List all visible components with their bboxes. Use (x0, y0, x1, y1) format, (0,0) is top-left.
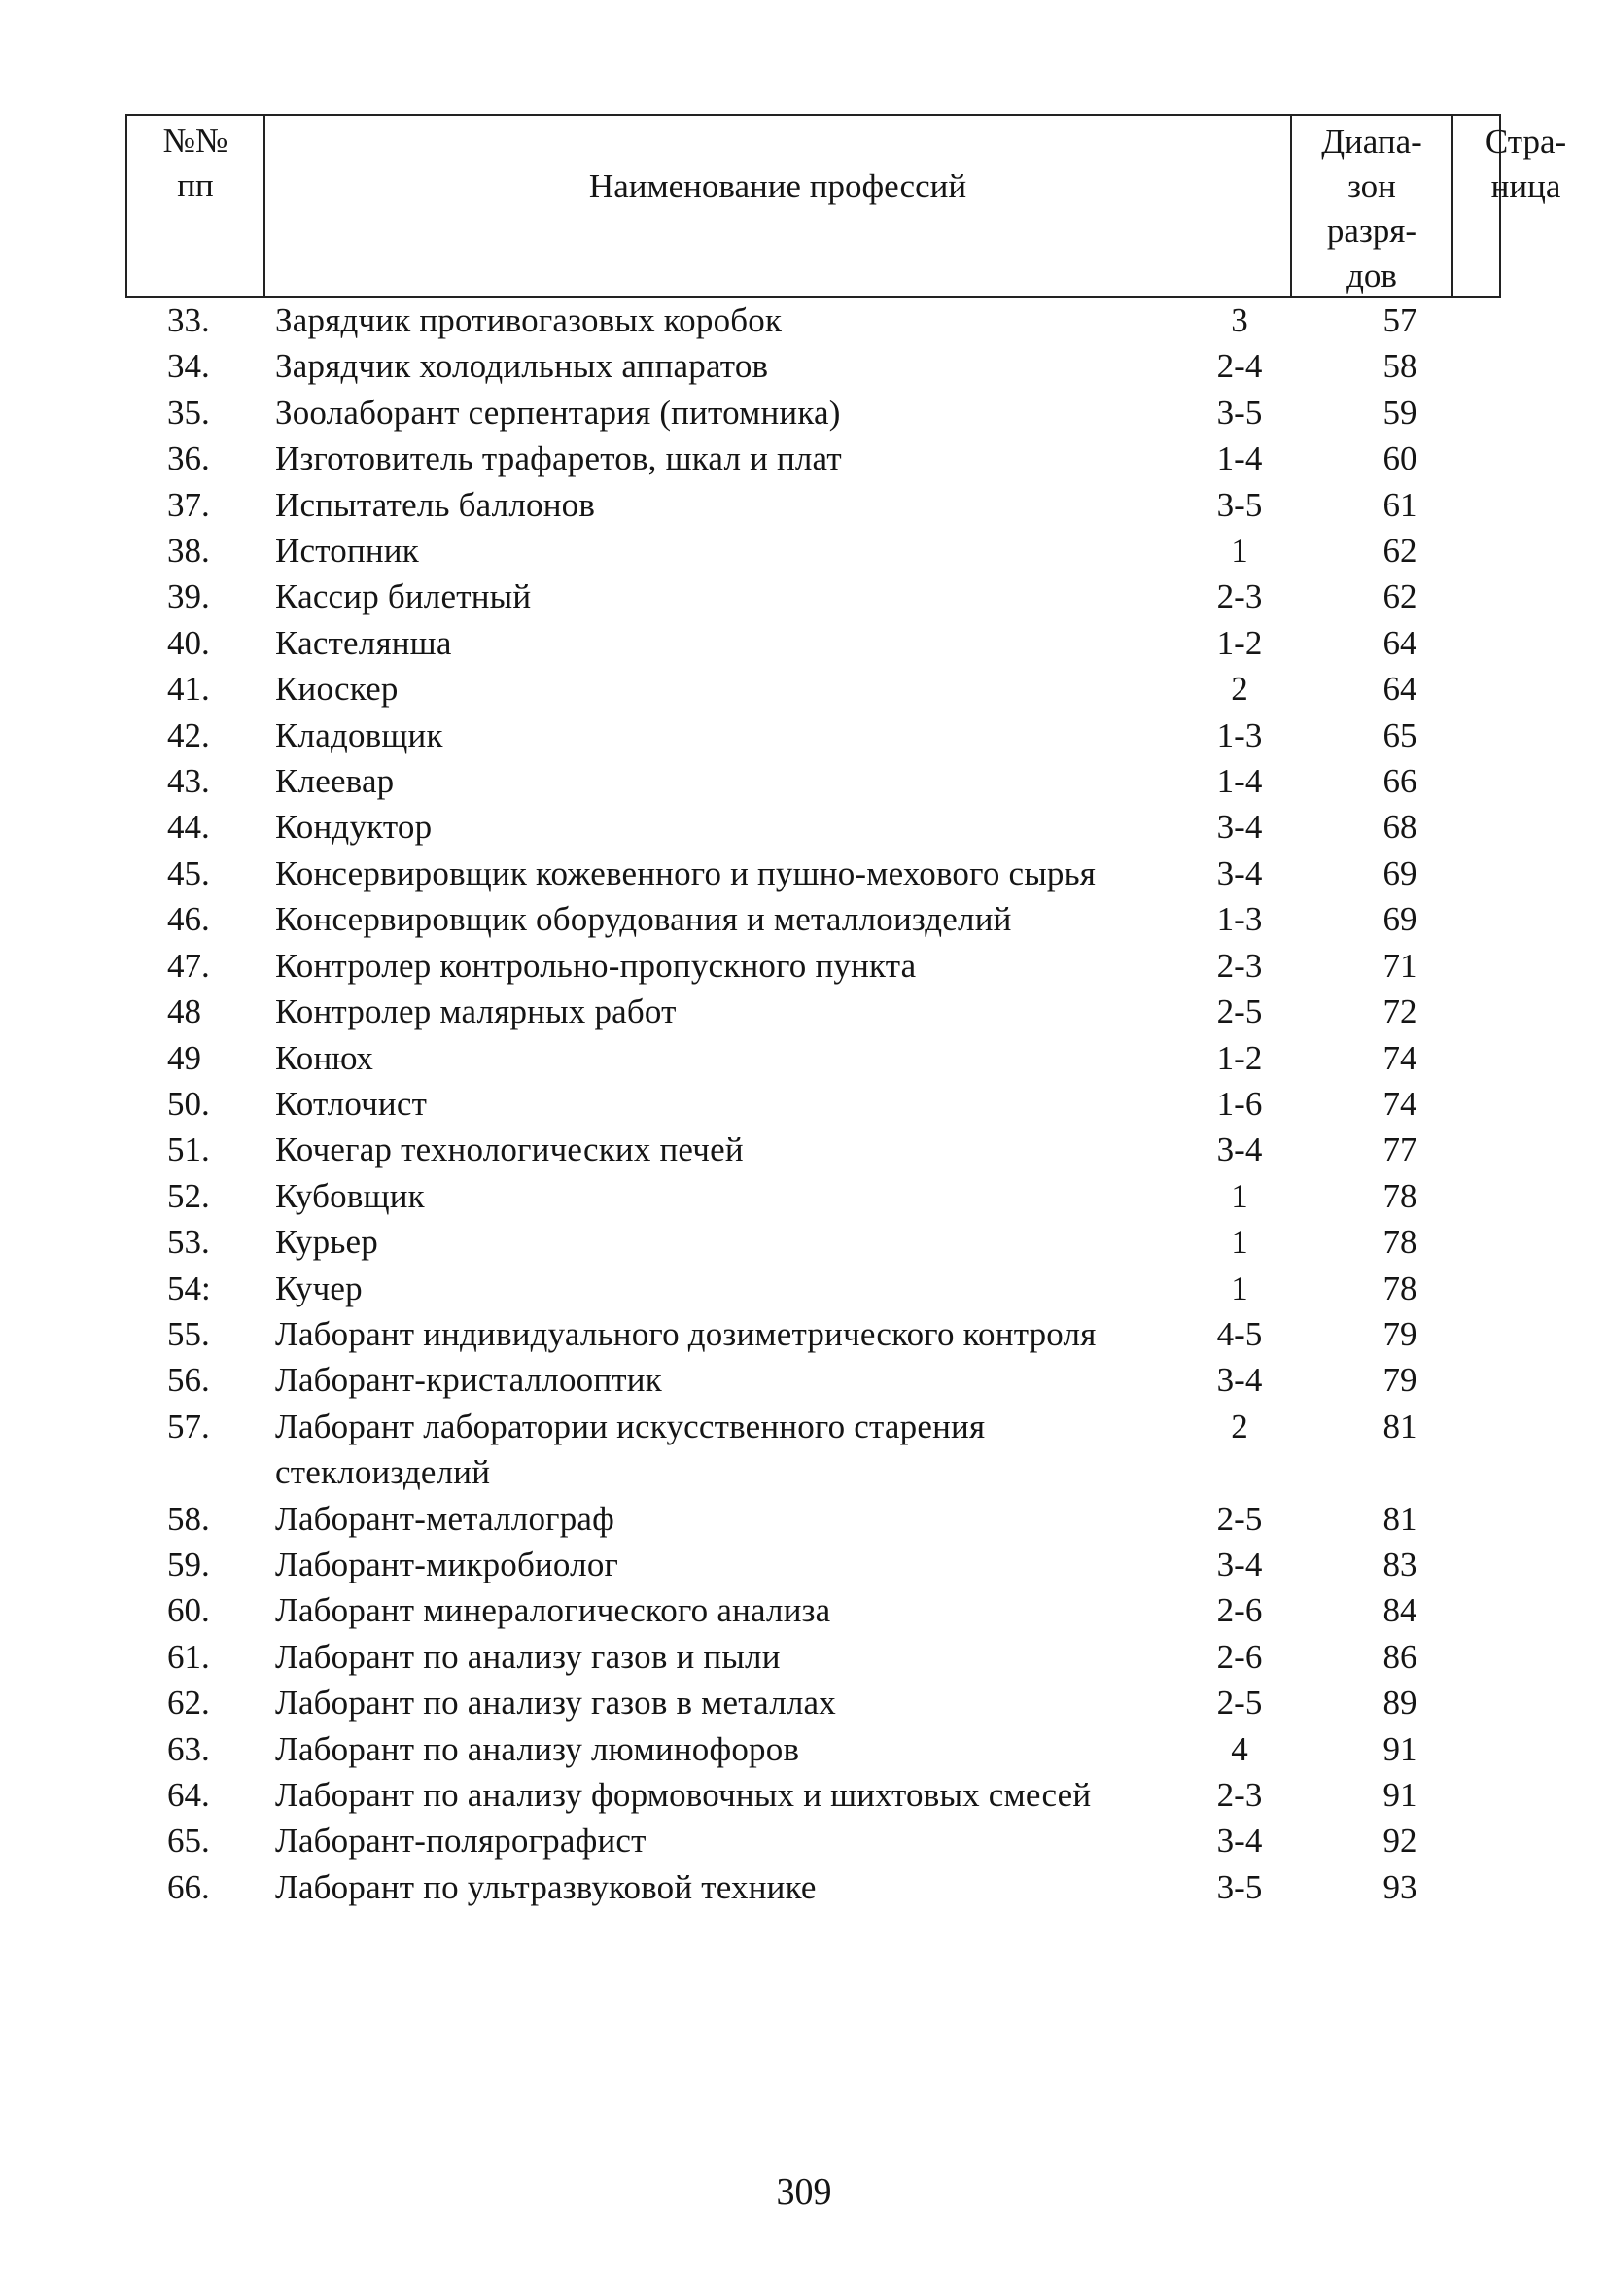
row-number: 43. (167, 762, 210, 801)
table-row (0, 713, 1608, 758)
header-page-label: Стра- ница (1485, 122, 1567, 205)
table-row (0, 943, 1608, 989)
grade-range: 3-5 (1216, 485, 1263, 524)
profession-name: Кастелянша (275, 623, 452, 662)
grade-range: 2-6 (1216, 1637, 1263, 1676)
header-page-cell (1451, 116, 1598, 296)
row-number: 48 (167, 992, 201, 1031)
page-reference: 83 (1382, 1545, 1417, 1583)
table-row (0, 1173, 1608, 1219)
profession-name: Контролер контрольно-пропускного пункта (275, 946, 917, 985)
grade-range: 2-3 (1216, 1776, 1263, 1814)
profession-name: Контролер малярных работ (275, 992, 677, 1031)
grade-range: 3-5 (1216, 393, 1263, 432)
row-number: 63. (167, 1729, 210, 1768)
profession-name: Лаборант по ультразвуковой технике (275, 1867, 817, 1906)
table-row (0, 1864, 1608, 1910)
page-reference: 77 (1382, 1131, 1417, 1169)
page-reference: 92 (1382, 1822, 1417, 1861)
grade-range: 1-4 (1216, 439, 1263, 478)
row-number: 57. (167, 1407, 210, 1445)
table-row (0, 1726, 1608, 1772)
grade-range: 1 (1231, 1176, 1248, 1215)
header-number-cell (127, 116, 263, 296)
page-reference: 60 (1382, 439, 1417, 478)
grade-range: 1-2 (1216, 1038, 1263, 1077)
page-reference: 78 (1382, 1223, 1417, 1262)
profession-name: Зарядчик холодильных аппаратов (275, 347, 769, 386)
profession-name: Лаборант по анализу формовочных и шихтовых смесей (275, 1776, 1092, 1814)
table-row (0, 620, 1608, 666)
row-number: 52. (167, 1176, 210, 1215)
grade-range: 2-4 (1216, 347, 1263, 386)
row-number: 47. (167, 946, 210, 985)
profession-name: Лаборант по анализу газов и пыли (275, 1637, 781, 1676)
table-row (0, 1818, 1608, 1863)
page-reference: 65 (1382, 715, 1417, 754)
row-number: 39. (167, 577, 210, 616)
table-row (0, 435, 1608, 481)
profession-name: Кладовщик (275, 715, 443, 754)
table-row (0, 804, 1608, 850)
page-reference: 81 (1382, 1407, 1417, 1445)
page-reference: 81 (1382, 1499, 1417, 1538)
row-number: 45. (167, 853, 210, 892)
row-number: 55. (167, 1314, 210, 1353)
table-row (0, 758, 1608, 804)
row-number: 49 (167, 1038, 201, 1077)
grade-range: 1 (1231, 1269, 1248, 1307)
table-row (0, 989, 1608, 1034)
page-reference: 78 (1382, 1269, 1417, 1307)
profession-name: Консервировщик оборудования и металлоизделий (275, 900, 1012, 939)
profession-name: Курьер (275, 1223, 378, 1262)
page-reference: 61 (1382, 485, 1417, 524)
table-row (0, 1772, 1608, 1818)
profession-name: Лаборант по анализу газов в металлах (275, 1684, 836, 1722)
header-number-label: №№ пп (162, 122, 228, 204)
page-reference: 71 (1382, 946, 1417, 985)
page-reference: 79 (1382, 1314, 1417, 1353)
profession-name: Истопник (275, 532, 419, 571)
page-reference: 86 (1382, 1637, 1417, 1676)
page-reference: 69 (1382, 900, 1417, 939)
table-header (125, 114, 1567, 298)
table-row (0, 1357, 1608, 1403)
table-row (0, 297, 1608, 343)
grade-range: 3-4 (1216, 853, 1263, 892)
profession-name: Лаборант минералогического анализа (275, 1591, 831, 1630)
row-number: 38. (167, 532, 210, 571)
page-reference: 62 (1382, 532, 1417, 571)
row-number: 66. (167, 1867, 210, 1906)
profession-name: Изготовитель трафаретов, шкал и плат (275, 439, 842, 478)
grade-range: 2 (1231, 670, 1248, 709)
table-row (0, 1496, 1608, 1542)
grade-range: 2-6 (1216, 1591, 1263, 1630)
profession-name: Зарядчик противогазовых коробок (275, 301, 783, 339)
grade-range: 1-2 (1216, 623, 1263, 662)
profession-name: Лаборант-полярографист (275, 1822, 647, 1861)
grade-range: 3-4 (1216, 1545, 1263, 1583)
profession-name: Кочегар технологических печей (275, 1131, 744, 1169)
grade-range: 3 (1231, 301, 1248, 339)
table-row (0, 1266, 1608, 1311)
table-row (0, 482, 1608, 528)
row-number: 40. (167, 623, 210, 662)
table-row (0, 1035, 1608, 1081)
page-reference: 68 (1382, 808, 1417, 847)
profession-name: Испытатель баллонов (275, 485, 596, 524)
table-row (0, 1127, 1608, 1172)
row-number: 35. (167, 393, 210, 432)
header-name-cell (263, 116, 1290, 296)
profession-name: Конюх (275, 1038, 374, 1077)
grade-range: 1-4 (1216, 762, 1263, 801)
profession-name: Кубовщик (275, 1176, 425, 1215)
grade-range: 2 (1231, 1407, 1248, 1445)
row-number: 61. (167, 1637, 210, 1676)
header-range-cell (1290, 116, 1451, 296)
row-number: 58. (167, 1499, 210, 1538)
grade-range: 2-5 (1216, 1684, 1263, 1722)
profession-name: Киоскер (275, 670, 399, 709)
grade-range: 3-5 (1216, 1867, 1263, 1906)
page-reference: 57 (1382, 301, 1417, 339)
row-number: 37. (167, 485, 210, 524)
grade-range: 4 (1231, 1729, 1248, 1768)
grade-range: 2-5 (1216, 1499, 1263, 1538)
header-range-label: Диапа- зон разря- дов (1321, 122, 1422, 295)
grade-range: 2-3 (1216, 577, 1263, 616)
table-row (0, 896, 1608, 942)
grade-range: 3-4 (1216, 808, 1263, 847)
table-row (0, 1634, 1608, 1680)
table-row (0, 851, 1608, 896)
profession-name: Консервировщик кожевенного и пушно-мехового сырья (275, 853, 1097, 892)
profession-name: Лаборант по анализу люминофоров (275, 1729, 800, 1768)
page-reference: 78 (1382, 1176, 1417, 1215)
page-reference: 62 (1382, 577, 1417, 616)
page-reference: 69 (1382, 853, 1417, 892)
table-row (0, 574, 1608, 619)
profession-name: Кондуктор (275, 808, 433, 847)
page-number: 309 (776, 2172, 832, 2212)
table-row (0, 1081, 1608, 1127)
table-row (0, 343, 1608, 389)
grade-range: 1 (1231, 532, 1248, 571)
profession-name: Котлочист (275, 1084, 428, 1123)
row-number: 44. (167, 808, 210, 847)
row-number: 46. (167, 900, 210, 939)
table-row (0, 390, 1608, 435)
grade-range: 2-3 (1216, 946, 1263, 985)
grade-range: 1-6 (1216, 1084, 1263, 1123)
profession-name: Кучер (275, 1269, 363, 1307)
grade-range: 4-5 (1216, 1314, 1263, 1353)
page-reference: 59 (1382, 393, 1417, 432)
page-reference: 74 (1382, 1038, 1417, 1077)
table-row (0, 528, 1608, 574)
grade-range: 1-3 (1216, 715, 1263, 754)
profession-name: Лаборант индивидуального дозиметрического контроля (275, 1314, 1097, 1353)
row-number: 34. (167, 347, 210, 386)
table-row (0, 1542, 1608, 1587)
row-number: 54: (167, 1269, 211, 1307)
profession-name: Кассир билетный (275, 577, 532, 616)
row-number: 62. (167, 1684, 210, 1722)
table-row (0, 1587, 1608, 1633)
profession-name: Лаборант-микробиолог (275, 1545, 619, 1583)
profession-name: Лаборант-кристаллооптик (275, 1361, 662, 1400)
profession-name: Клеевар (275, 762, 395, 801)
profession-name: Лаборант-металлограф (275, 1499, 615, 1538)
row-number: 41. (167, 670, 210, 709)
profession-list (0, 297, 1608, 1910)
row-number: 59. (167, 1545, 210, 1583)
header-name-label: Наименование профессий (588, 167, 967, 205)
profession-name: Зоолаборант серпентария (питомника) (275, 393, 841, 432)
grade-range: 3-4 (1216, 1822, 1263, 1861)
row-number: 53. (167, 1223, 210, 1262)
page-reference: 84 (1382, 1591, 1417, 1630)
page-reference: 91 (1382, 1776, 1417, 1814)
row-number: 51. (167, 1131, 210, 1169)
page-reference: 64 (1382, 623, 1417, 662)
row-number: 64. (167, 1776, 210, 1814)
row-number: 56. (167, 1361, 210, 1400)
table-row (0, 1219, 1608, 1265)
grade-range: 3-4 (1216, 1361, 1263, 1400)
grade-range: 1 (1231, 1223, 1248, 1262)
page-reference: 91 (1382, 1729, 1417, 1768)
grade-range: 1-3 (1216, 900, 1263, 939)
table-row (0, 1311, 1608, 1357)
page-reference: 93 (1382, 1867, 1417, 1906)
page-reference: 64 (1382, 670, 1417, 709)
grade-range: 3-4 (1216, 1131, 1263, 1169)
row-number: 65. (167, 1822, 210, 1861)
row-number: 36. (167, 439, 210, 478)
table-row (0, 1680, 1608, 1725)
grade-range: 2-5 (1216, 992, 1263, 1031)
page-reference: 74 (1382, 1084, 1417, 1123)
page-reference: 58 (1382, 347, 1417, 386)
page-reference: 72 (1382, 992, 1417, 1031)
row-number: 50. (167, 1084, 210, 1123)
table-row (0, 666, 1608, 712)
page-reference: 89 (1382, 1684, 1417, 1722)
row-number: 33. (167, 301, 210, 339)
profession-name: Лаборант лаборатории искусственного старения стеклоизделий (275, 1407, 986, 1492)
row-number: 60. (167, 1591, 210, 1630)
row-number: 42. (167, 715, 210, 754)
page-reference: 66 (1382, 762, 1417, 801)
page-reference: 79 (1382, 1361, 1417, 1400)
table-row (0, 1404, 1608, 1496)
